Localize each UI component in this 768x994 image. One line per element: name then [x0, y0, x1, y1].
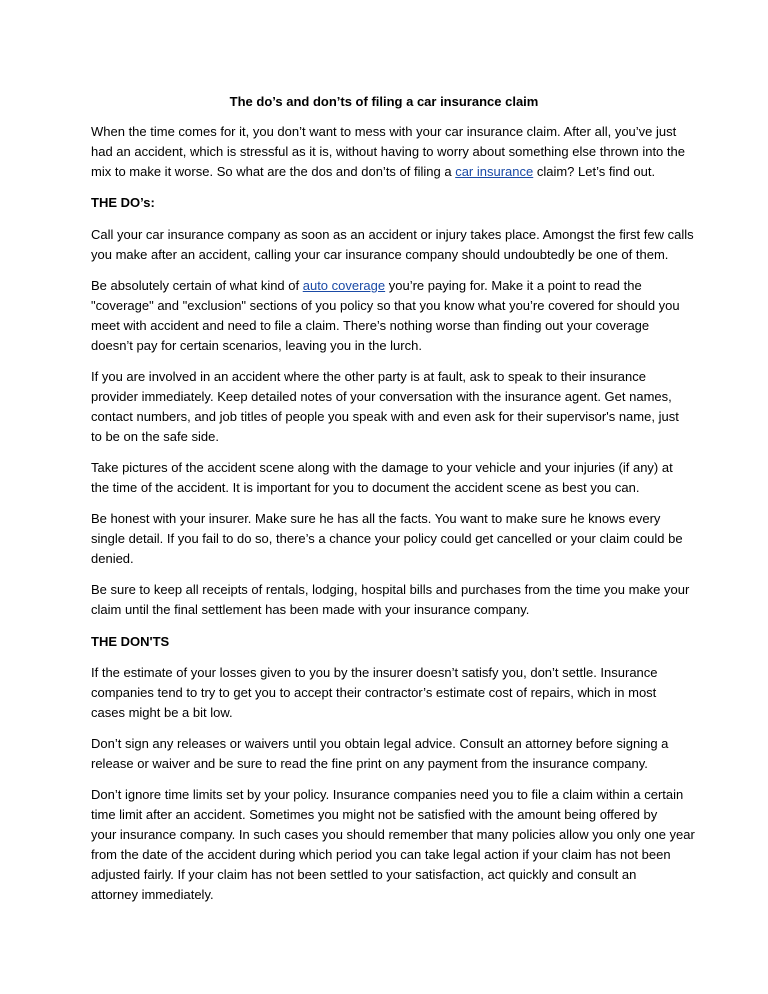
donts-p3-line-6: attorney immediately. [91, 887, 214, 902]
donts-heading: THE DON'TS [91, 634, 170, 649]
dos-p2-text-end: you’re paying for. Make it a point to read the [385, 278, 642, 293]
intro-line-2: had an accident, which is stressful as it is, without having to worry about something else thrown into the [91, 144, 685, 159]
dos-p6-line-1: Be sure to keep all receipts of rentals, lodging, hospital bills and purchases from the time you make your [91, 582, 690, 597]
intro-line-3 [91, 163, 711, 181]
intro-line-1: When the time comes for it, you don’t want to mess with your car insurance claim. After all, you’ve just [91, 124, 677, 139]
donts-p1-line-2: companies tend to try to get you to accept their contractor’s estimate cost of repairs, which in most [91, 685, 657, 700]
dos-p6-line-2: claim until the final settlement has been made with your insurance company. [91, 602, 530, 617]
dos-p2-line-4: doesn’t pay for certain scenarios, leaving you in the lurch. [91, 338, 422, 353]
dos-p4-line-2: the time of the accident. It is important for you to document the accident scene as best you can. [91, 480, 640, 495]
donts-p3-line-4: from the date of the accident during which period you can take legal action if your claim has not been [91, 847, 671, 862]
donts-p1-line-3: cases might be a bit low. [91, 705, 233, 720]
dos-p2-line-2: "coverage" and "exclusion" sections of you policy so that you know what you’re covered for should you [91, 298, 680, 313]
auto-coverage-link[interactable]: auto coverage [302, 278, 386, 293]
intro-text: mix to make it worse. So what are the dos and don’ts of filing a [91, 164, 456, 179]
donts-p3-line-3: your insurance company. In such cases you should remember that many policies allow you only one year [91, 827, 695, 842]
dos-heading: THE DO’s: [91, 195, 155, 210]
dos-p4-line-1: Take pictures of the accident scene along with the damage to your vehicle and your injuries (if any) at [91, 460, 673, 475]
dos-p5-line-3: denied. [91, 551, 134, 566]
donts-p3-line-2: time limit after an accident. Sometimes you might not be satisfied with the amount being offered by [91, 807, 658, 822]
dos-p1-line-2: you make after an accident, calling your car insurance company should undoubtedly be one of them. [91, 247, 669, 262]
dos-p2-line-3: meet with accident and need to file a claim. There’s nothing worse than finding out your coverage [91, 318, 650, 333]
dos-p1-line-1: Call your car insurance company as soon as an accident or injury takes place. Amongst the first few calls [91, 227, 694, 242]
dos-p3-line-3: contact numbers, and job titles of people you speak with and even ask for their supervisor's name, just [91, 409, 679, 424]
dos-p3-line-2: provider immediately. Keep detailed notes of your conversation with the insurance agent. Get names, [91, 389, 672, 404]
donts-p1-line-1: If the estimate of your losses given to you by the insurer doesn’t satisfy you, don’t settle. Insurance [91, 665, 658, 680]
dos-p3-line-4: to be on the safe side. [91, 429, 219, 444]
donts-p2-line-1: Don’t sign any releases or waivers until you obtain legal advice. Consult an attorney before signing a [91, 736, 669, 751]
car-insurance-link[interactable]: car insurance [455, 164, 534, 179]
donts-p2-line-2: release or waiver and be sure to read the fine print on any payment from the insurance company. [91, 756, 648, 771]
dos-p2-text: Be absolutely certain of what kind of [91, 278, 303, 293]
document-title: The do’s and don’ts of filing a car insurance claim [229, 94, 539, 109]
donts-p3-line-1: Don’t ignore time limits set by your policy. Insurance companies need you to file a claim within a certain [91, 787, 684, 802]
dos-p2-line-1 [91, 277, 711, 295]
dos-p5-line-2: single detail. If you fail to do so, there’s a chance your policy could get cancelled or your claim could be [91, 531, 683, 546]
intro-text-end: claim? Let’s find out. [533, 164, 656, 179]
dos-p3-line-1: If you are involved in an accident where the other party is at fault, ask to speak to their insurance [91, 369, 646, 384]
dos-p5-line-1: Be honest with your insurer. Make sure he has all the facts. You want to make sure he knows every [91, 511, 661, 526]
donts-p3-line-5: adjusted fairly. If your claim has not been settled to your satisfaction, act quickly and consult an [91, 867, 637, 882]
